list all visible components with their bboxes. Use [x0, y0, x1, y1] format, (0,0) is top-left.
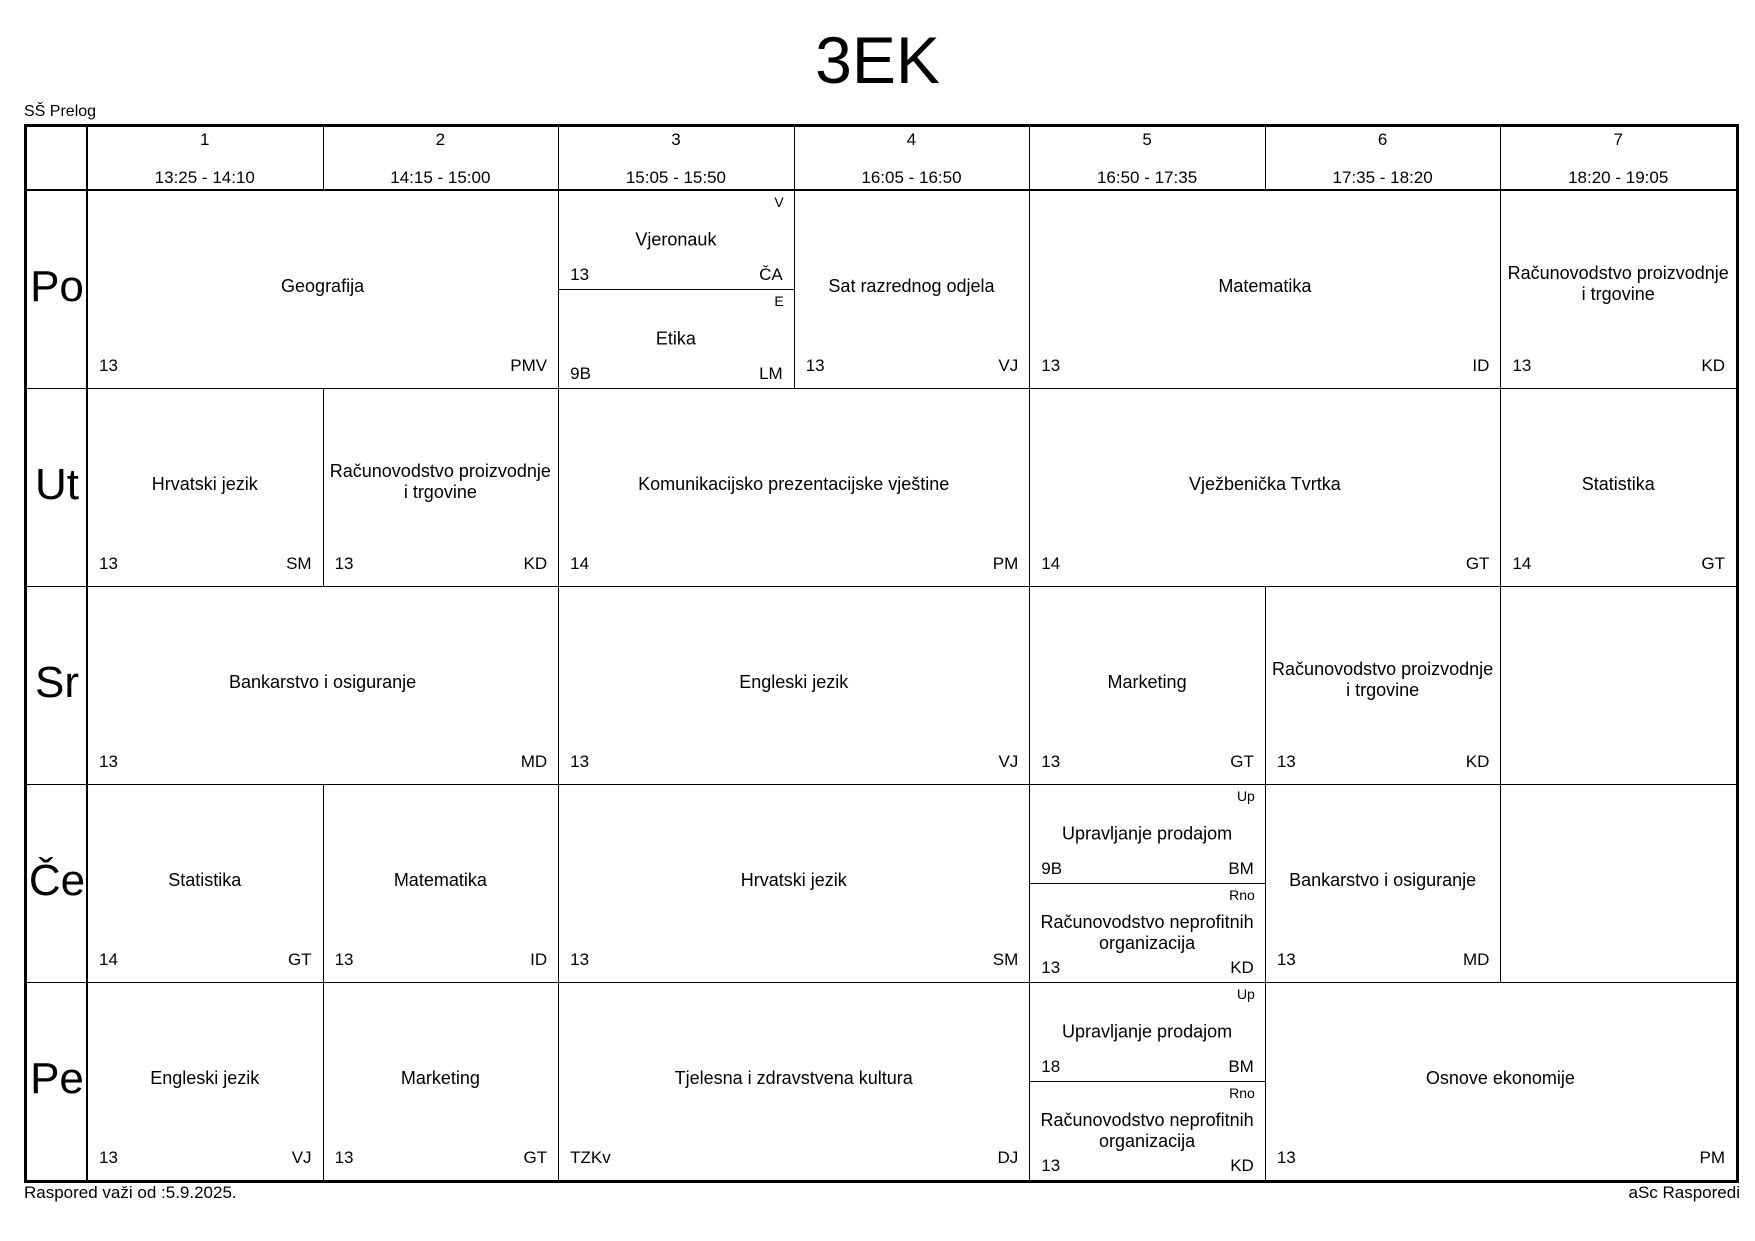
room-number: TZKv	[570, 1148, 611, 1167]
day-label: Sr	[35, 658, 79, 707]
teacher-code: LM	[759, 364, 783, 383]
teacher-code: ID	[530, 950, 548, 969]
timetable-title: 3EK	[815, 23, 940, 97]
room-number: 14	[99, 950, 118, 969]
lesson-cell	[1029, 1081, 1265, 1180]
period-header-divider	[323, 127, 324, 190]
teacher-code: PM	[1699, 1148, 1725, 1167]
empty-slot	[1500, 586, 1736, 784]
subject-name: Geografija	[281, 275, 365, 296]
room-number: 13	[1041, 752, 1061, 771]
subject-name: Statistika	[168, 869, 242, 890]
subject-name: Računovodstvo proizvodnje i trgovine	[1272, 658, 1494, 700]
lesson-cell	[558, 388, 1029, 586]
teacher-code: VJ	[998, 752, 1019, 771]
room-number: 14	[570, 554, 590, 573]
teacher-code: GT	[1465, 554, 1490, 573]
lesson-cell	[558, 190, 794, 289]
room-number: 9B	[570, 364, 591, 383]
teacher-code: PM	[992, 554, 1019, 573]
lesson-cell	[558, 586, 1029, 784]
room-number: 13	[1041, 958, 1061, 977]
subject-name: Sat razrednog odjela	[828, 275, 995, 296]
period-header-divider	[558, 127, 559, 190]
subject-name: Bankarstvo i osiguranje	[229, 671, 417, 692]
room-number: 13	[99, 356, 118, 375]
group-label: E	[774, 293, 784, 309]
period-time: 16:05 - 16:50	[861, 168, 962, 187]
room-number: 13	[334, 1148, 354, 1167]
period-time: 15:05 - 15:50	[625, 168, 727, 187]
lesson-cell	[1029, 883, 1265, 982]
teacher-code: SM	[992, 950, 1019, 969]
subject-name: Računovodstvo proizvodnje i trgovine	[1507, 262, 1729, 304]
teacher-code: KD	[1230, 1156, 1254, 1175]
subject-name: Engleski jezik	[739, 671, 849, 692]
software-credit: aSc Rasporedi	[1628, 1183, 1740, 1202]
group-label: Rno	[1229, 1085, 1255, 1101]
room-number: 13	[1276, 1148, 1296, 1167]
teacher-code: ID	[1472, 356, 1490, 375]
teacher-code: GT	[523, 1148, 548, 1167]
subject-name: Etika	[655, 328, 696, 348]
teacher-code: KD	[1230, 958, 1254, 977]
room-number: 13	[99, 752, 118, 771]
period-header-divider	[794, 127, 795, 190]
empty-slot	[1500, 784, 1736, 982]
room-number: 13	[1276, 950, 1296, 969]
period-number: 4	[906, 130, 917, 149]
room-number: 13	[99, 554, 118, 573]
period-time: 13:25 - 14:10	[154, 168, 255, 187]
room-number: 14	[1512, 554, 1532, 573]
teacher-code: DJ	[997, 1148, 1019, 1167]
lesson-cell	[87, 784, 323, 982]
lesson-cell	[1265, 784, 1501, 982]
teacher-code: KD	[1701, 356, 1725, 375]
period-time: 18:20 - 19:05	[1568, 168, 1669, 187]
lesson-cell	[1029, 190, 1500, 388]
subject-name: Računovodstvo proizvodnje i trgovine	[329, 460, 551, 502]
teacher-code: SM	[286, 554, 312, 573]
lesson-cell	[87, 982, 323, 1180]
lesson-cell	[323, 388, 559, 586]
teacher-code: VJ	[998, 356, 1019, 375]
subject-name: Komunikacijsko prezentacijske vještine	[638, 473, 950, 494]
period-number: 3	[671, 130, 681, 149]
group-label: V	[774, 194, 784, 210]
subject-name: Osnove ekonomije	[1425, 1067, 1575, 1088]
subject-name: Engleski jezik	[150, 1067, 260, 1088]
subject-name: Upravljanje prodajom	[1062, 823, 1233, 843]
valid-from-note: Raspored važi od :5.9.2025.	[24, 1183, 237, 1202]
teacher-code: MD	[520, 752, 548, 771]
subject-name: Hrvatski jezik	[740, 869, 847, 890]
lesson-cell	[794, 190, 1030, 388]
period-number: 1	[200, 130, 210, 149]
day-label: Po	[30, 262, 84, 311]
period-header-divider	[1029, 127, 1030, 190]
lesson-cell	[323, 784, 559, 982]
teacher-code: KD	[1465, 752, 1490, 771]
room-number: 13	[1041, 356, 1061, 375]
subject-name: Marketing	[400, 1067, 480, 1088]
group-label: Rno	[1229, 887, 1255, 903]
subject-name: Upravljanje prodajom	[1062, 1021, 1233, 1041]
lesson-cell	[1029, 388, 1500, 586]
lesson-cell	[558, 289, 794, 388]
room-number: 13	[99, 1148, 118, 1167]
lesson-cell	[323, 982, 559, 1180]
period-number: 5	[1142, 130, 1152, 149]
period-header-divider	[1500, 127, 1501, 190]
room-number: 13	[334, 950, 354, 969]
room-number: 13	[1276, 752, 1296, 771]
school-name: SŠ Prelog	[24, 103, 97, 120]
room-number: 18	[1041, 1057, 1061, 1076]
lesson-cell	[1029, 982, 1265, 1081]
lesson-cell	[87, 388, 323, 586]
lesson-cell	[558, 982, 1029, 1180]
room-number: 13	[570, 950, 590, 969]
period-time: 16:50 - 17:35	[1096, 168, 1198, 187]
lesson-cell	[87, 190, 558, 388]
lesson-cell	[1265, 982, 1736, 1180]
day-label: Ut	[35, 460, 79, 509]
lesson-cell	[87, 586, 558, 784]
lesson-cell	[1029, 784, 1265, 883]
subject-name: Vjeronauk	[635, 229, 717, 249]
lesson-cell	[1029, 586, 1265, 784]
subject-name: Računovodstvo neprofitnih organizacija	[1040, 1109, 1254, 1151]
room-number: 13	[1512, 356, 1532, 375]
subject-name: Marketing	[1107, 671, 1187, 692]
day-label: Če	[28, 856, 86, 905]
period-number: 2	[435, 130, 446, 149]
day-label: Pe	[30, 1054, 84, 1103]
lesson-cell	[1500, 388, 1736, 586]
teacher-code: GT	[1230, 752, 1254, 771]
period-number: 7	[1613, 130, 1623, 149]
period-number: 6	[1377, 130, 1388, 149]
subject-name: Tjelesna i zdravstvena kultura	[674, 1067, 913, 1088]
period-time: 14:15 - 15:00	[390, 168, 491, 187]
room-number: 13	[805, 356, 825, 375]
lesson-cell	[558, 784, 1029, 982]
subject-name: Hrvatski jezik	[151, 473, 258, 494]
period-header-divider	[1265, 127, 1266, 190]
teacher-code: GT	[1701, 554, 1725, 573]
teacher-code: MD	[1462, 950, 1490, 969]
room-number: 13	[1041, 1156, 1061, 1175]
subject-name: Matematika	[393, 869, 487, 890]
subject-name: Statistika	[1581, 473, 1655, 494]
period-time: 17:35 - 18:20	[1332, 168, 1433, 187]
teacher-code: KD	[523, 554, 548, 573]
teacher-code: BM	[1228, 1057, 1254, 1076]
lesson-cell	[1265, 586, 1501, 784]
room-number: 13	[334, 554, 354, 573]
teacher-code: ČA	[759, 265, 783, 284]
teacher-code: VJ	[291, 1148, 312, 1167]
lesson-cell	[1500, 190, 1736, 388]
subject-name: Vježbenička Tvrtka	[1188, 473, 1341, 494]
room-number: 14	[1041, 554, 1061, 573]
subject-name: Matematika	[1218, 275, 1312, 296]
teacher-code: BM	[1228, 859, 1254, 878]
subject-name: Bankarstvo i osiguranje	[1289, 869, 1477, 890]
room-number: 13	[570, 265, 590, 284]
group-label: Up	[1236, 986, 1255, 1002]
room-number: 9B	[1041, 859, 1063, 878]
subject-name: Računovodstvo neprofitnih organizacija	[1040, 911, 1254, 953]
teacher-code: PMV	[510, 356, 548, 375]
room-number: 13	[570, 752, 590, 771]
group-label: Up	[1236, 788, 1255, 804]
timetable-grid	[24, 124, 1739, 1183]
teacher-code: GT	[287, 950, 312, 969]
